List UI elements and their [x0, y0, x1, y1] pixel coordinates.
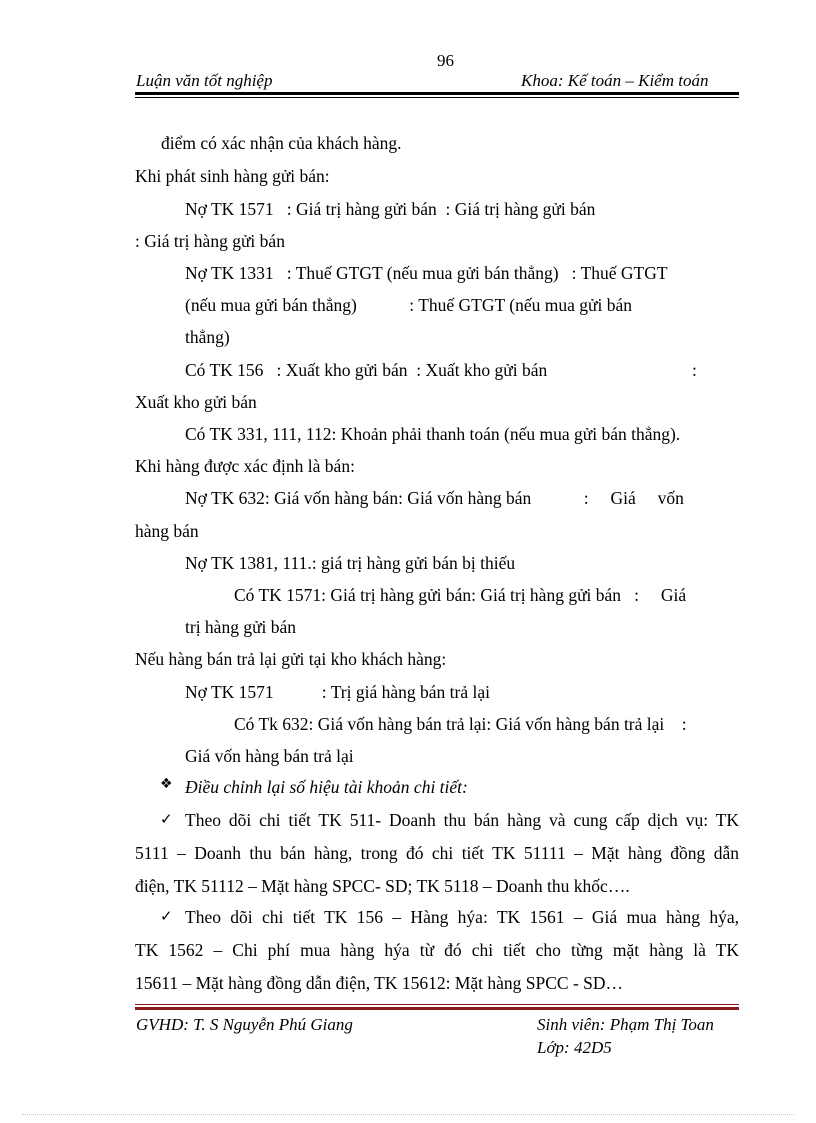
check-para-1-line-3: điện, TK 51112 – Mặt hàng SPCC- SD; TK 5118 – Doanh thu khốc…. — [135, 876, 630, 896]
body-line-1: điểm có xác nhận của khách hàng. — [161, 133, 402, 153]
page-number: 96 — [437, 51, 454, 70]
check-para-1-line-1: Theo dõi chi tiết TK 511- Doanh thu bán hàng và cung cấp dịch vụ: TK — [185, 810, 739, 830]
body-line-9: Xuất kho gửi bán — [135, 392, 257, 412]
body-line-2: Khi phát sinh hàng gửi bán: — [135, 166, 330, 186]
bottom-dotted-divider — [22, 1114, 794, 1115]
body-line-7: thẳng) — [185, 327, 230, 347]
body-line-4: : Giá trị hàng gửi bán — [135, 231, 285, 251]
body-line-13: hàng bán — [135, 521, 199, 541]
footer-rule-thick — [135, 1007, 739, 1010]
check-para-2-line-2: TK 1562 – Chi phí mua hàng hýa từ đó chi tiết cho từng mặt hàng là TK — [135, 940, 739, 960]
body-line-14: Nợ TK 1381, 111.: giá trị hàng gửi bán bị thiếu — [185, 553, 516, 573]
check-para-2-line-1: Theo dõi chi tiết TK 156 – Hàng hýa: TK 1561 – Giá mua hàng hýa, — [185, 907, 739, 927]
check-bullet-icon-2: ✓ — [160, 907, 173, 925]
body-line-6: (nếu mua gửi bán thẳng) : Thuế GTGT (nếu mua gửi bán — [185, 295, 632, 315]
body-line-3: Nợ TK 1571 : Giá trị hàng gửi bán : Giá trị hàng gửi bán — [185, 199, 596, 219]
header-right-title: Khoa: Kế toán – Kiểm toán — [521, 71, 709, 90]
footer-class: Lớp: 42D5 — [537, 1038, 612, 1057]
header-rule-thin — [135, 97, 739, 98]
body-line-8-colon: : — [692, 360, 697, 380]
body-line-17: Nếu hàng bán trả lại gửi tại kho khách hàng: — [135, 649, 447, 669]
body-line-18: Nợ TK 1571 : Trị giá hàng bán trả lại — [185, 682, 490, 702]
body-line-11: Khi hàng được xác định là bán: — [135, 456, 355, 476]
body-line-12: Nợ TK 632: Giá vốn hàng bán: Giá vốn hàng bán : Giá vốn — [185, 488, 684, 508]
footer-student: Sinh viên: Phạm Thị Toan — [537, 1015, 714, 1034]
body-line-19: Có Tk 632: Giá vốn hàng bán trả lại: Giá vốn hàng bán trả lại : — [234, 714, 687, 734]
footer-rule-thin — [135, 1004, 739, 1005]
body-line-20: Giá vốn hàng bán trả lại — [185, 746, 354, 766]
check-bullet-icon-1: ✓ — [160, 810, 173, 828]
check-para-1-line-2: 5111 – Doanh thu bán hàng, trong đó chi tiết TK 51111 – Mặt hàng đồng dẫn — [135, 843, 739, 863]
body-line-16: trị hàng gửi bán — [185, 617, 297, 637]
body-line-15: Có TK 1571: Giá trị hàng gửi bán: Giá trị hàng gửi bán : Giá — [234, 585, 687, 605]
body-line-10: Có TK 331, 111, 112: Khoản phải thanh toán (nếu mua gửi bán thẳng). — [185, 424, 681, 444]
check-para-2-line-3: 15611 – Mặt hàng đồng dẫn điện, TK 15612: Mặt hàng SPCC - SD… — [135, 973, 624, 993]
footer-advisor: GVHD: T. S Nguyễn Phú Giang — [136, 1015, 353, 1034]
header-rule-thick — [135, 92, 739, 95]
body-line-5: Nợ TK 1331 : Thuế GTGT (nếu mua gửi bán thẳng) : Thuế GTGT — [185, 263, 668, 283]
diamond-bullet-icon: ❖ — [160, 776, 173, 792]
header-left-title: Luận văn tốt nghiệp — [136, 71, 273, 90]
section-heading: Điều chỉnh lại số hiệu tài khoản chi tiết: — [185, 777, 468, 797]
body-line-8: Có TK 156 : Xuất kho gửi bán : Xuất kho gửi bán — [185, 360, 548, 380]
